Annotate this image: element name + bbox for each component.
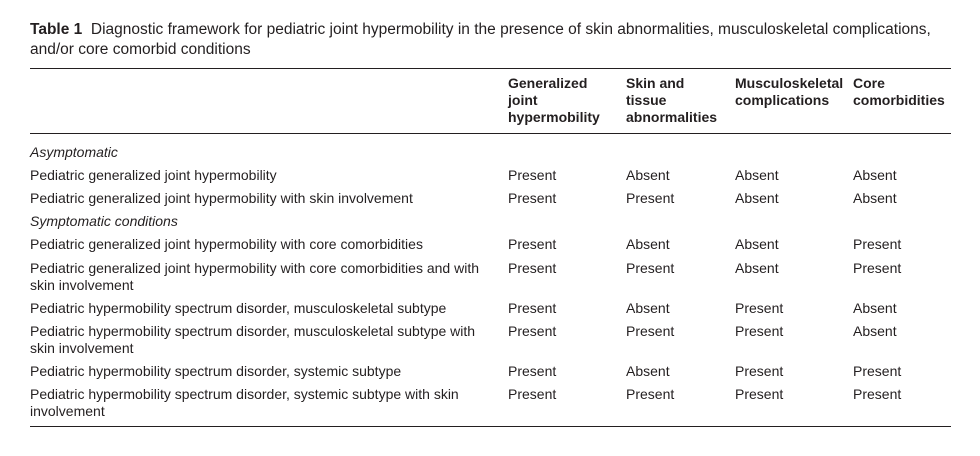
table-caption (30, 20, 960, 60)
column-header-core-comorbidities: Core comorbidities (853, 75, 945, 108)
column-header-musculoskeletal-complications: Musculoskeletal complications (735, 75, 844, 108)
condition-cell: Pediatric hypermobility spectrum disorder, systemic subtype (30, 363, 402, 379)
value-cell: Present (735, 386, 784, 402)
value-cell: Absent (735, 236, 779, 252)
section-title-symptomatic-conditions: Symptomatic conditions (30, 213, 178, 229)
condition-cell: Pediatric generalized joint hypermobility with core comorbidities (30, 236, 423, 252)
value-cell: Present (508, 260, 557, 276)
condition-cell: Pediatric hypermobility spectrum disorder, musculoskeletal subtype with skin involvement (30, 323, 476, 356)
column-header-generalized-joint-hypermobility: Generalized joint hypermobility (508, 75, 600, 125)
value-cell: Present (626, 260, 675, 276)
value-cell: Present (508, 300, 557, 316)
table-bottom-rule (30, 426, 951, 427)
value-cell: Absent (735, 190, 779, 206)
value-cell: Absent (853, 167, 897, 183)
value-cell: Absent (853, 323, 897, 339)
value-cell: Present (626, 190, 675, 206)
column-header-skin-and-tissue-abnormalities: Skin and tissue abnormalities (626, 75, 718, 125)
value-cell: Present (508, 236, 557, 252)
value-cell: Present (508, 323, 557, 339)
value-cell: Absent (853, 190, 897, 206)
condition-cell: Pediatric hypermobility spectrum disorder, systemic subtype with skin involvement (30, 386, 459, 419)
value-cell: Present (735, 363, 784, 379)
value-cell: Present (853, 236, 902, 252)
value-cell: Present (626, 323, 675, 339)
value-cell: Absent (626, 236, 670, 252)
condition-cell: Pediatric hypermobility spectrum disorder, musculoskeletal subtype (30, 300, 447, 316)
table-label: Table 1 (30, 21, 83, 38)
value-cell: Absent (626, 167, 670, 183)
value-cell: Present (508, 386, 557, 402)
value-cell: Absent (735, 260, 779, 276)
value-cell: Absent (626, 300, 670, 316)
table-caption-text: Diagnostic framework for pediatric joint hypermobility in the presence of skin abnormalities, musculoskeletal complications, and/or core comorbid conditions (30, 21, 931, 58)
condition-cell: Pediatric generalized joint hypermobility with skin involvement (30, 190, 413, 206)
value-cell: Present (508, 167, 557, 183)
value-cell: Present (853, 386, 902, 402)
value-cell: Present (508, 363, 557, 379)
value-cell: Present (626, 386, 675, 402)
value-cell: Absent (735, 167, 779, 183)
value-cell: Present (853, 363, 902, 379)
condition-cell: Pediatric generalized joint hypermobility with core comorbidities and with skin involvement (30, 260, 479, 293)
table-header-rule (30, 133, 951, 134)
section-title-asymptomatic: Asymptomatic (30, 144, 118, 160)
value-cell: Present (735, 323, 784, 339)
value-cell: Absent (853, 300, 897, 316)
value-cell: Present (735, 300, 784, 316)
value-cell: Absent (626, 363, 670, 379)
condition-cell: Pediatric generalized joint hypermobility (30, 167, 277, 183)
value-cell: Present (853, 260, 902, 276)
value-cell: Present (508, 190, 557, 206)
table-top-rule (30, 68, 951, 69)
